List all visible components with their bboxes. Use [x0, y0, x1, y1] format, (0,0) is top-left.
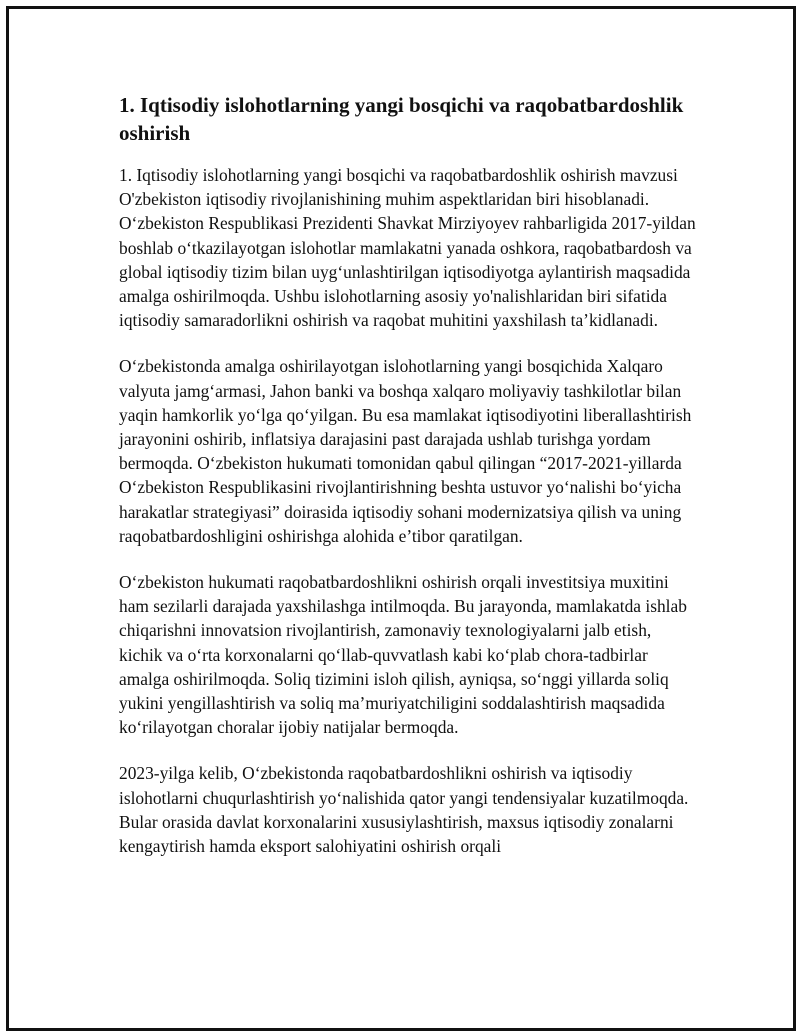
paragraph-4: 2023-yilga kelib, O‘zbekistonda raqobatbardoshlikni oshirish va iqtisodiy islohotlarni chuqurlashtirish yo‘nalishida qator yangi tendensiyalar kuzatilmoqda. Bular orasida davlat korxonalarini xususiylashtirish, maxsus iqtisodiy zonalarni kengaytirish hamda eksport salohiyatini oshirish orqali [119, 763, 689, 857]
document-body [119, 91, 697, 880]
paragraph-3: O‘zbekiston hukumati raqobatbardoshlikni oshirish orqali investitsiya muxitini ham sezilarli darajada yaxshilashga intilmoqda. Bu jarayonda, mamlakatda ishlab chiqarishni innovatsion rivojlantirish, zamonaviy texnologiyalarni jalb etish, kichik va o‘rta korxonalarni qo‘llab-quvvatlash kabi ko‘plab chora-tadbirlar amalga oshirilmoqda. Soliq tizimini isloh qilish, ayniqsa, so‘nggi yillarda soliq yukini yengillashtirish va soliq ma’muriyatchiligini soddalashtirish maqsadida ko‘rilayotgan choralar ijobiy natijalar bermoqda. [119, 572, 687, 738]
paragraph-2: O‘zbekistonda amalga oshirilayotgan islohotlarning yangi bosqichida Xalqaro valyuta jamg‘armasi, Jahon banki va boshqa xalqaro moliyaviy tashkilotlar bilan yaqin hamkorlik yo‘lga qo‘yilgan. Bu esa mamlakat iqtisodiyotini liberallashtirish jarayonini oshirib, inflatsiya darajasini past darajada ushlab turishga yordam bermoqda. O‘zbekiston hukumati tomonidan qabul qilingan “2017-2021-yillarda O‘zbekiston Respublikasini rivojlantirishning beshta ustuvor yo‘nalishi bo‘yicha harakatlar strategiyasi” doirasida iqtisodiy sohani modernizatsiya qilish va uning raqobatbardoshligini oshirishga alohida e’tibor qaratilgan. [119, 356, 692, 546]
document-title: 1. Iqtisodiy islohotlarning yangi bosqichi va raqobatbardoshlik oshirish [119, 93, 684, 145]
document-page [6, 6, 796, 1031]
paragraph-1: 1. Iqtisodiy islohotlarning yangi bosqichi va raqobatbardoshlik oshirish mavzusi O'zbekiston iqtisodiy rivojlanishining muhim aspektlaridan biri hisoblanadi. O‘zbekiston Respublikasi Prezidenti Shavkat Mirziyoyev rahbarligida 2017-yildan boshlab o‘tkazilayotgan islohotlar mamlakatni yanada oshkora, raqobatbardosh va global iqtisodiy tizim bilan uyg‘unlashtirilgan iqtisodiyotga aylantirish maqsadida amalga oshirilmoqda. Ushbu islohotlarning asosiy yo'nalishlaridan biri sifatida iqtisodiy samaradorlikni oshirish va raqobat muhitini yaxshilash ta’kidlanadi. [119, 165, 696, 331]
